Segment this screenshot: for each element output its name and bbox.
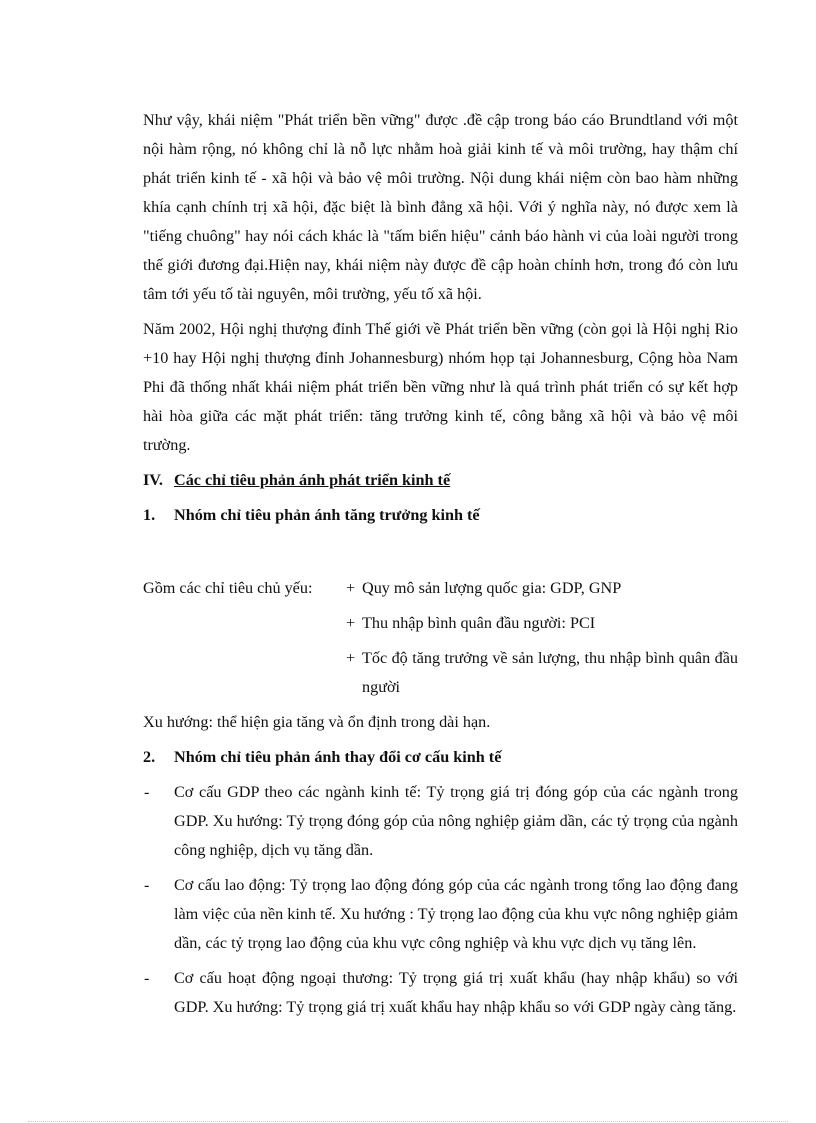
list-item-text: Thu nhập bình quân đầu người: PCI bbox=[362, 614, 596, 632]
section-number: IV. bbox=[143, 471, 163, 489]
subheading-structure-indicators bbox=[143, 743, 738, 772]
plus-marker: + bbox=[346, 649, 356, 667]
list-item-text: Tốc độ tăng trưởng về sản lượng, thu nhập bình quân đầu người bbox=[362, 649, 738, 696]
bullet-text: Cơ cấu hoạt động ngoại thương: Tỷ trọng giá trị xuất khẩu (hay nhập khẩu) so với GDP. Xu hướng: Tỷ trọng giá trị xuất khẩu hay nhập khẩu so với GDP ngày càng tăng. bbox=[174, 969, 738, 1016]
subheading-number: 1. bbox=[143, 506, 156, 524]
dash-marker: - bbox=[144, 783, 150, 801]
plus-marker: + bbox=[346, 579, 356, 597]
bullet-text: Cơ cấu GDP theo các ngành kinh tế: Tỷ trọng giá trị đóng góp của các ngành trong GDP. Xu hướng: Tỷ trọng đóng góp của nông nghiệp giảm dần, các tỷ trọng của ngành công nghiệp, dịch vụ tăng dần. bbox=[174, 783, 738, 859]
section-heading-iv bbox=[143, 466, 738, 495]
dash-marker: - bbox=[144, 876, 150, 894]
plus-marker: + bbox=[346, 614, 356, 632]
subheading-growth-indicators bbox=[143, 501, 738, 530]
subheading-title: Nhóm chỉ tiêu phản ánh tăng trưởng kinh tế bbox=[174, 506, 480, 524]
list-item bbox=[346, 644, 738, 702]
spacer bbox=[143, 536, 738, 574]
bullet-item-gdp-structure bbox=[143, 778, 738, 865]
paragraph-sustainable-development-concept: Như vậy, khái niệm "Phát triển bền vững" được .đề cập trong báo cáo Brundtland với một nội hàm rộng, nó không chỉ là nỗ lực nhằm hoà giải kinh tế và môi trường, hay thậm chí phát triển kinh tế - xã hội và bảo vệ môi trường. Nội dung khái niệm còn bao hàm những khía cạnh chính trị xã hội, đặc biệt là bình đẳng xã hội. Với ý nghĩa này, nó được xem là "tiếng chuông" hay nói cách khác là "tấm biển hiệu" cảnh báo hành vi của loài người trong thế giới đương đại.Hiện nay, khái niệm này được đề cập hoàn chỉnh hơn, trong đó còn lưu tâm tới yếu tố tài nguyên, môi trường, yếu tố xã hội. bbox=[143, 111, 738, 303]
list-item bbox=[346, 609, 738, 638]
list-items bbox=[346, 574, 738, 708]
list-item bbox=[346, 574, 738, 603]
page-bottom-divider bbox=[28, 1121, 788, 1122]
growth-indicator-list bbox=[143, 574, 738, 708]
bullet-item-trade-structure bbox=[143, 964, 738, 1022]
paragraph-johannesburg-summit: Năm 2002, Hội nghị thượng đỉnh Thế giới về Phát triển bền vững (còn gọi là Hội nghị Rio +10 hay Hội nghị thượng đỉnh Johannesburg) nhóm họp tại Johannesburg, Cộng hòa Nam Phi đã thống nhất khái niệm phát triển bền vững như là quá trình phát triển có sự kết hợp hài hòa giữa các mặt phát triển: tăng trưởng kinh tế, công bằng xã hội và bảo vệ môi trường. bbox=[143, 320, 738, 454]
growth-trend-text: Xu hướng: thể hiện gia tăng và ổn định trong dài hạn. bbox=[143, 713, 491, 731]
subheading-number: 2. bbox=[143, 748, 156, 766]
list-item-text: Quy mô sản lượng quốc gia: GDP, GNP bbox=[362, 579, 622, 597]
bullet-item-labor-structure bbox=[143, 871, 738, 958]
bullet-text: Cơ cấu lao động: Tỷ trọng lao động đóng góp của các ngành trong tổng lao động đang làm việc của nền kinh tế. Xu hướng : Tỷ trọng lao động của khu vực nông nghiệp giảm dần, các tỷ trọng lao động của khu vực công nghiệp và khu vực dịch vụ tăng lên. bbox=[174, 876, 738, 952]
list-intro: Gồm các chỉ tiêu chủ yếu: bbox=[143, 579, 313, 597]
section-title: Các chỉ tiêu phản ánh phát triển kinh tế bbox=[174, 471, 451, 489]
dash-marker: - bbox=[144, 969, 150, 987]
subheading-title: Nhóm chỉ tiêu phản ánh thay đổi cơ cấu kinh tế bbox=[174, 748, 502, 766]
document-body bbox=[143, 106, 738, 1028]
